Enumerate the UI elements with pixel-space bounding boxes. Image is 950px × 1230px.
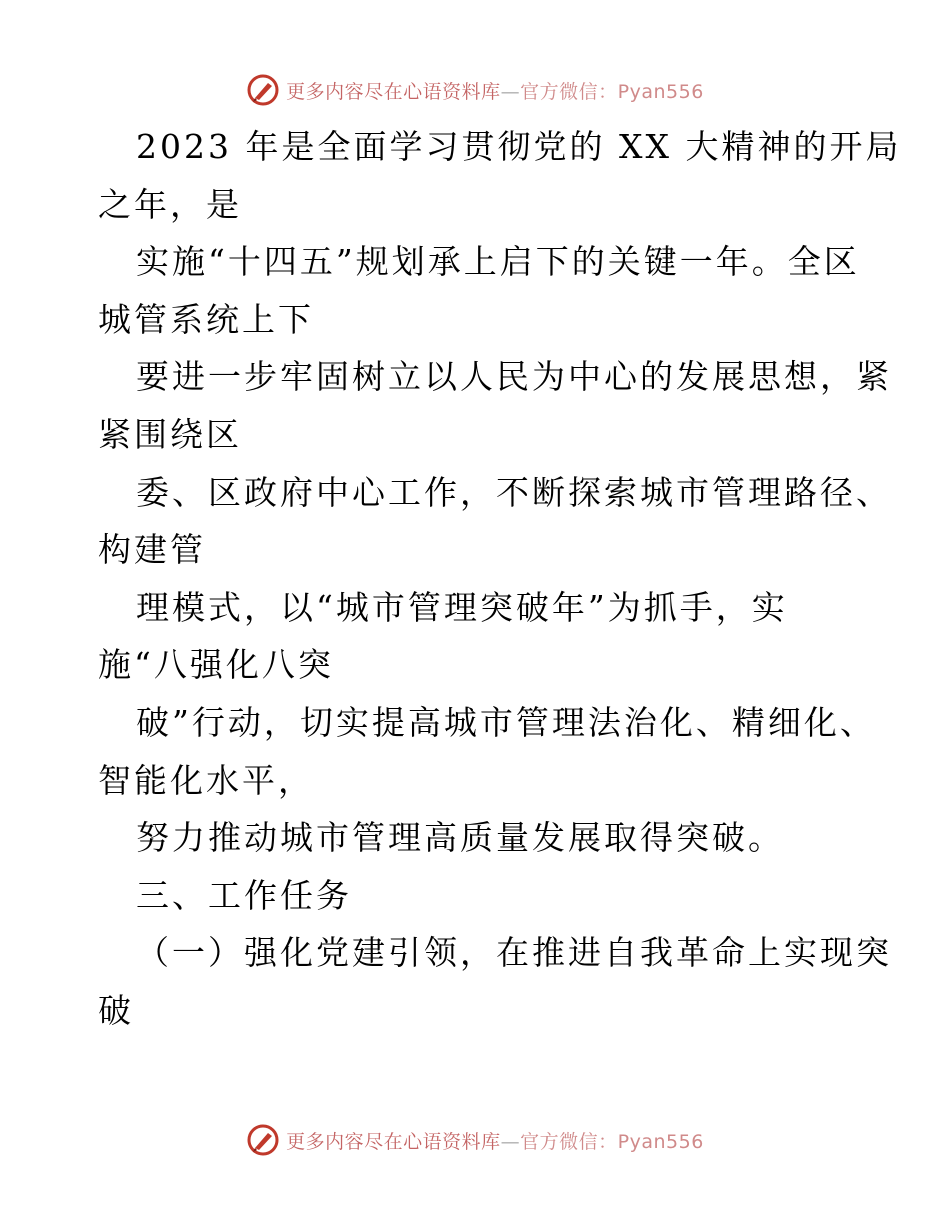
footer-text — [286, 1127, 704, 1154]
footer-main-text: 更多内容尽在心语资料库 — [286, 1130, 501, 1153]
body-line: 委、区政府中心工作，不断探索城市管理路径、 — [136, 472, 892, 512]
quill-pen-icon — [246, 1123, 280, 1157]
header-main-text: 更多内容尽在心语资料库 — [286, 80, 501, 103]
body-line: 紧围绕区 — [98, 414, 242, 454]
footer-banner — [0, 1120, 950, 1160]
body-line: 要进一步牢固树立以人民为中心的发展思想，紧 — [136, 357, 892, 397]
body-line: 2023 年是全面学习贯彻党的 XX 大精神的开局 — [136, 127, 902, 166]
body-line: 施“八强化八突 — [98, 645, 334, 685]
body-line: 城管系统上下 — [98, 299, 314, 339]
body-line: 实施“十四五”规划承上启下的关键一年。全区 — [136, 242, 860, 282]
body-line: 智能化水平， — [98, 760, 314, 800]
header-banner — [0, 70, 950, 110]
footer-sub-text: 官方微信：Pyan556 — [520, 1130, 704, 1153]
footer-separator: — — [500, 1130, 521, 1153]
body-line: 努力推动城市管理高质量发展取得突破。 — [136, 818, 784, 858]
header-sub-text: 官方微信：Pyan556 — [520, 80, 704, 103]
body-line: 构建管 — [98, 530, 206, 570]
body-line: 破 — [98, 990, 134, 1030]
section-heading: 三、工作任务 — [136, 875, 352, 915]
body-line: 破”行动，切实提高城市管理法治化、精细化、 — [136, 702, 876, 742]
subsection-heading: （一）强化党建引领，在推进自我革命上实现突 — [136, 933, 892, 973]
quill-pen-icon — [246, 73, 280, 107]
header-text — [286, 77, 704, 104]
document-body — [98, 118, 902, 1040]
body-line: 之年，是 — [98, 184, 242, 224]
header-separator: — — [500, 80, 521, 103]
body-line: 理模式，以“城市管理突破年”为抓手，实 — [136, 587, 788, 627]
